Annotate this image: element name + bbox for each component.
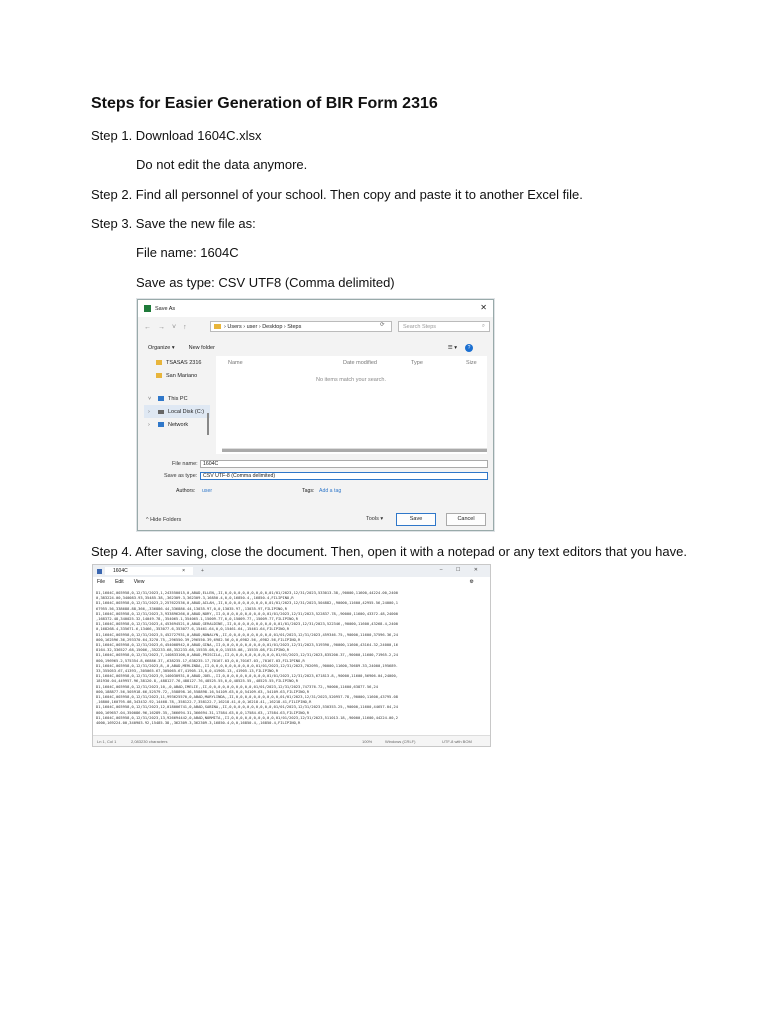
status-line-ending: Windows (CRLF) [385, 738, 416, 744]
text-line: 0,168268.4,335671.6,13466,,353077.6,353077.6,15461.64,0,0,15461.64,,15461.64,FILIPINO,R [96, 627, 290, 632]
text-line: D1,1604C,003958,0,12/31/2023,8,,0,ABAD,MERLINDA,,II,0,0,0,0,0,0,0,0,0,0,01/01/2023,12/31/2023,702095,,90000,11600,70689.33,24000,195689. [96, 663, 398, 668]
notepad-window [92, 564, 491, 747]
sidebar-item-san-mariano[interactable] [144, 369, 210, 382]
save-type-label: Save as type: [164, 473, 198, 479]
text-line: 000,169657.04,350086.96,16289.35,,366694.31,366694.31,17584.63,0,0,17584.63,,17584.63,FILIPINO,R [96, 710, 310, 715]
empty-message: No items match your search. [316, 377, 386, 383]
navigation-pane [144, 356, 210, 456]
text-line: 4000,169224.00,340903.92,15485.38,,362309.3,362309.3,16850.4,0,0,16850.4,,16850.4,FILIPINO,R [96, 721, 301, 726]
notepad-icon [97, 569, 102, 574]
save-type-select[interactable]: CSV UTF-8 (Comma delimited) [200, 472, 488, 480]
step-3-save-type: Save as type: CSV UTF8 (Comma delimited) [136, 275, 395, 290]
menu-view[interactable]: View [133, 578, 145, 585]
text-line: 000,162596.36,293370.64,3270.75,,296550.39,296550.39,6982.56,0,0,6982.56,,6982.56,FILIPINO,R [96, 637, 301, 642]
file-name-label: File name: [172, 461, 198, 467]
text-line: 33,355053.67,41393,,305065.67,305065.67,41905.13,0,0,41905.13,,41905.13,FILIPINO,R [96, 669, 279, 674]
text-line: D1,1604C,003958,0,12/31/2023,11,993625570,0,ABAD,MARYLINDA,,II,0,0,0,0,0,0,0,0,0,0,01/01/2023,12/31/2023,520957.78,,90000,11600,43795.08 [96, 695, 398, 700]
notepad-menubar [93, 577, 490, 586]
tags-label: Tags: [302, 488, 315, 494]
column-size[interactable]: Size [466, 360, 477, 366]
refresh-icon[interactable]: ⟳ [380, 322, 385, 328]
sidebar-item-network[interactable] [144, 418, 210, 431]
close-icon[interactable]: ✕ [480, 303, 487, 312]
text-line: 0,383224.00,340083.93,35485.38,,362309.3,362309.3,16850.4,0,0,16850.4,,16850.4,FILIPINO,R [96, 596, 294, 601]
status-characters: 2,083230 characters [131, 738, 168, 744]
text-line: D1,1604C,003958,0,12/31/2023,2,257622536,0,ABAD,AILAH,,II,0,0,0,0,0,0,0,0,0,0,01/01/2023,12/31/2023,504882,,90000,11600,42955.56,24000,1 [96, 601, 398, 606]
breadcrumb: › Users › user › Desktop › Steps [224, 323, 302, 330]
dialog-navbar [144, 320, 487, 334]
chevron-right-icon[interactable]: › [148, 408, 150, 415]
tags-value[interactable]: Add a tag [319, 488, 342, 494]
text-line: D1,1604C,003958,0,12/31/2023,5,452727931,0,ABAD,NONALYN,,II,0,0,0,0,0,0,0,0,0,0,01/01/2023,12/31/2023,459346.75,,90000,11600,37596.36,24 [96, 632, 398, 637]
step-3: Step 3. Save the new file as: [91, 216, 256, 231]
text-line: 000,196965.2,575354.8,66886.37,,638235.17,638235.17,70167.03,0,0,70167.03,,70167.03,FILIPINO,R [96, 658, 305, 663]
back-arrow-icon[interactable]: ← [144, 323, 151, 331]
recent-dropdown-icon[interactable]: ˅ [172, 323, 177, 331]
cancel-button[interactable]: Cancel [446, 513, 486, 526]
text-line: 67955.56,338688.88,366,,336886.44,336886.44,13035.97,0,0,13035.97,,13035.97,FILIPINO,R [96, 606, 287, 611]
text-line: D1,1604C,003958,0,12/31/2023,9,140030931,0,ABAD,JOEL,,II,0,0,0,0,0,0,0,0,0,0,01/01/2023,12/31/2023,671813.8,,90000,11600,56906.04,24000, [96, 674, 398, 679]
sidebar-item-label: This PC [168, 395, 188, 402]
sidebar-item-label: Local Disk (C:) [168, 408, 205, 415]
excel-icon [144, 305, 151, 312]
step-3-file-name: File name: 1604C [136, 245, 239, 260]
gear-icon[interactable]: ⚙ [469, 578, 474, 585]
computer-icon [158, 396, 164, 401]
sidebar-item-local-disk[interactable] [144, 405, 210, 418]
folder-icon [156, 360, 162, 365]
horizontal-scrollbar[interactable] [222, 448, 487, 452]
column-name[interactable]: Name [228, 360, 243, 366]
text-line: 000,188877.56,505918.66,52579.72,,558898.16,558898.16,54109.63,0,0,54109.63,,54109.63,FILIPINO,R [96, 689, 310, 694]
network-icon [158, 422, 164, 427]
sidebar-item-label: TSASAS 2316 [166, 359, 202, 366]
forward-arrow-icon[interactable]: → [158, 323, 165, 331]
text-line: D1,1604C,003958,0,12/31/2023,12,018006741,0,ABAD,SABINA,,II,0,0,0,0,0,0,0,0,0,0,01/01/2023,12/31/2023,530353.25,,90000,11600,44657.04,24 [96, 705, 398, 710]
step-1-note: Do not edit the data anymore. [136, 157, 308, 172]
sidebar-item-this-pc[interactable] [144, 392, 210, 405]
sidebar-item-label: Network [168, 421, 189, 428]
column-date-modified[interactable]: Date modified [343, 360, 377, 366]
authors-label: Authors: [176, 488, 196, 494]
text-line: D1,1604C,003958,0,12/31/2023,1,243550015,0,ABAD,ELLEN,,II,0,0,0,0,0,0,0,0,0,0,01/01/2023,12/31/2023,533013.38,,90000,11600,44224.00,2400 [96, 591, 398, 595]
folder-icon [156, 373, 162, 378]
up-arrow-icon[interactable]: ↑ [183, 323, 187, 331]
column-type[interactable]: Type [411, 360, 423, 366]
text-line: ,16800,160795.08,343432.92,14468.78,,358122.7,358122.7,16218.41,0,0,16218.41,,16218.41,FILIPINO,R [96, 700, 312, 705]
text-line: D1,1604C,003958,0,12/31/2023,4,453694521,0,ABAD,GERALDINE,,II,0,0,0,0,0,0,0,0,0,0,01/01/2023,12/31/2023,522346,,90000,11600,43268.4,2400 [96, 622, 398, 627]
status-zoom: 100% [362, 738, 373, 744]
chevron-down-icon[interactable]: ˅ [148, 395, 152, 402]
address-bar[interactable] [210, 321, 392, 332]
text-line: D1,1604C,003958,0,12/31/2023,7,140833100,0,ABAD,PRISCILA,,II,0,0,0,0,0,0,0,0,0,0,01/01/2023,12/31/2023,835200.37,,90000,11600,71965.2,24 [96, 653, 398, 658]
authors-value[interactable]: user [202, 488, 213, 494]
status-encoding: UTF-8 with BOM [442, 738, 472, 744]
folder-icon [214, 324, 221, 329]
sidebar-item-tsasas[interactable] [144, 356, 210, 369]
dialog-toolbar [138, 342, 493, 354]
window-controls[interactable]: – ☐ ✕ [439, 567, 484, 573]
tools-button[interactable]: Tools ▾ [366, 516, 384, 522]
text-line: ,168372.48,340025.32,14049.78,,354065.1,354065.1,15009.77,0,0,15009.77,,15009.77,FILIPINO,R [96, 617, 299, 622]
step-4: Step 4. After saving, close the document. Then, open it with a notepad or any text editors that you have. [91, 544, 687, 559]
search-placeholder: Search Steps [403, 323, 437, 330]
view-options-icon[interactable]: ☰ ▾ [447, 345, 457, 351]
step-1: Step 1. Download 1604C.xlsx [91, 128, 262, 143]
organize-button[interactable]: Organize ▾ [148, 345, 175, 351]
search-input[interactable] [398, 321, 490, 332]
text-line: 8164.32,336527.68,15006,,352233.68,352233.68,15535.08,0,0,15535.08,,15535.08,FILIPINO,R [96, 648, 290, 653]
tab-title: 1604C [113, 568, 128, 574]
text-line: D1,1604C,003958,0,12/31/2023,6,454008942,0,ABAD,GINA,,II,0,0,0,0,0,0,0,0,0,0,01/01/2023,12/31/2023,519390,,90000,11600,43164.32,24000,16 [96, 643, 398, 648]
text-line: D1,1604C,003958,0,12/31/2023,13,926694442,0,ABAD,NORMITA,,II,0,0,0,0,0,0,0,0,0,0,01/01/2023,12/31/2023,511013.18,,90000,11600,44224.00,2 [96, 715, 398, 720]
status-position: Ln 1, Col 1 [97, 738, 117, 744]
document-title: Steps for Easier Generation of BIR Form 2316 [91, 95, 438, 112]
tab-1604c[interactable] [105, 567, 193, 575]
step-2: Step 2. Find all personnel of your school. Then copy and paste it to another Excel file. [91, 187, 583, 202]
tab-close-icon[interactable]: × [182, 568, 185, 574]
file-name-field[interactable]: 1604C [200, 460, 488, 468]
menu-edit[interactable]: Edit [115, 578, 124, 585]
save-button[interactable]: Save [396, 513, 436, 526]
notepad-tabbar [93, 565, 490, 577]
notepad-text[interactable] [96, 591, 487, 734]
dialog-titlebar [138, 300, 493, 317]
help-icon[interactable]: ? [465, 344, 473, 352]
text-line: 181930.04,449957.96,38120.8,,488127.76,488127.76,48525.55,0,0,48525.55,,48525.55,FILIPINO,R [96, 679, 299, 684]
disk-icon [158, 410, 164, 414]
notepad-statusbar [93, 735, 490, 746]
hide-folders-button[interactable]: ^ Hide Folders [146, 517, 182, 523]
file-list [216, 356, 487, 454]
sidebar-scrollbar[interactable] [207, 413, 209, 435]
new-tab-icon[interactable]: + [201, 568, 204, 574]
search-icon: ⌕ [481, 323, 485, 329]
text-line: D1,1604C,003958,0,12/31/2023,10,,0,ABAD,IMELIE,,II,0,0,0,0,0,0,0,0,0,0,01/01/2023,12/31/2023,747376.72,,90000,11600,63877.56,24 [96, 684, 378, 689]
dialog-title: Save As [155, 305, 176, 312]
chevron-right-icon[interactable]: › [148, 421, 150, 428]
save-as-dialog [137, 299, 494, 531]
new-folder-button[interactable]: New folder [188, 345, 215, 351]
sidebar-item-label: San Mariano [166, 372, 198, 379]
menu-file[interactable]: File [97, 578, 106, 585]
text-line: D1,1604C,003958,0,12/31/2023,3,933896266,0,ABAD,NORY,,II,0,0,0,0,0,0,0,0,0,0,01/01/2023,12/31/2023,522837.78,,90000,11600,43372.48,24000 [96, 611, 398, 616]
